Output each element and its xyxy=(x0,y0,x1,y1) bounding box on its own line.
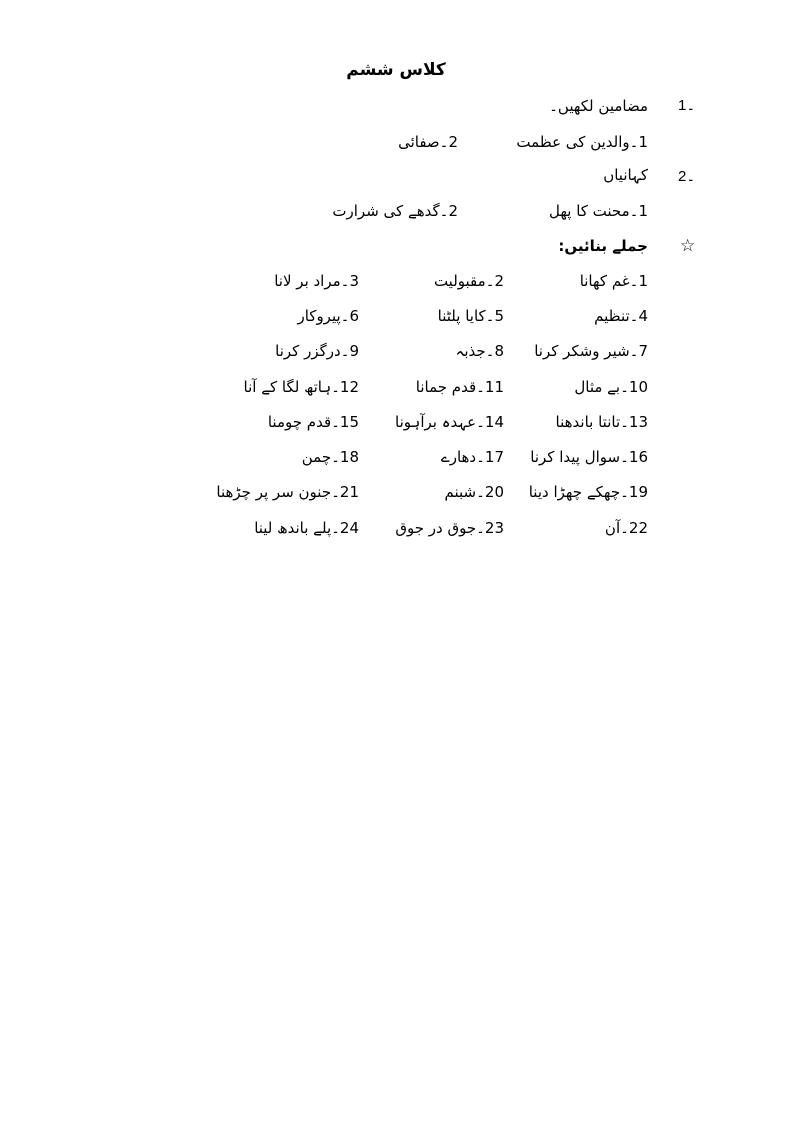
list-item: 20۔شبنم xyxy=(444,483,504,501)
page-title: کلاس ششم xyxy=(346,60,446,80)
list-item: 10۔بے مثال xyxy=(574,378,648,396)
list-item: 21۔جنون سر پر چڑھنا xyxy=(216,483,359,501)
list-item: 5۔کایا پلٹنا xyxy=(437,307,504,325)
section-2-heading: کہانیاں xyxy=(603,166,648,184)
list-item: 7۔شیر وشکر کرنا xyxy=(534,342,648,360)
section-1-number: 1۔ xyxy=(678,97,696,114)
list-item: 11۔قدم جمانا xyxy=(415,378,504,396)
list-item: 24۔پلے باندھ لینا xyxy=(254,519,359,537)
list-item: 18۔چمن xyxy=(301,448,359,466)
star-icon: ☆ xyxy=(680,236,696,256)
list-item: 23۔جوق در جوق xyxy=(395,519,504,537)
list-item: 22۔آن xyxy=(604,519,648,537)
list-item: 6۔پیروکار xyxy=(297,307,359,325)
list-item: 19۔چھکے چھڑا دینا xyxy=(528,483,648,501)
list-item: 17۔دھارے xyxy=(440,448,504,466)
list-item: 4۔تنظیم xyxy=(594,307,648,325)
list-item: 15۔قدم چومنا xyxy=(267,413,359,431)
section-2-number: 2۔ xyxy=(678,168,696,185)
list-item: 16۔سوال پیدا کرنا xyxy=(530,448,648,466)
list-item: 12۔ہاتھ لگا کے آنا xyxy=(243,378,359,396)
section-2-item-2: 2۔گدھے کی شرارت xyxy=(332,202,458,220)
section-3-heading: جملے بنائیں: xyxy=(558,237,648,255)
list-item: 1۔غم کھانا xyxy=(579,272,648,290)
section-1-item-1: 1۔والدین کی عظمت xyxy=(516,133,648,151)
list-item: 13۔تانتا باندھنا xyxy=(555,413,648,431)
list-item: 14۔عہدہ برآہونا xyxy=(395,413,504,431)
list-item: 8۔جذبہ xyxy=(455,342,504,360)
list-item: 9۔درگزر کرنا xyxy=(275,342,359,360)
section-1-heading: مضامین لکھیں۔ xyxy=(549,97,648,115)
list-item: 3۔مراد بر لانا xyxy=(274,272,359,290)
section-2-item-1: 1۔محنت کا پھل xyxy=(548,202,648,220)
list-item: 2۔مقبولیت xyxy=(433,272,504,290)
section-1-item-2: 2۔صفائی xyxy=(398,133,458,151)
